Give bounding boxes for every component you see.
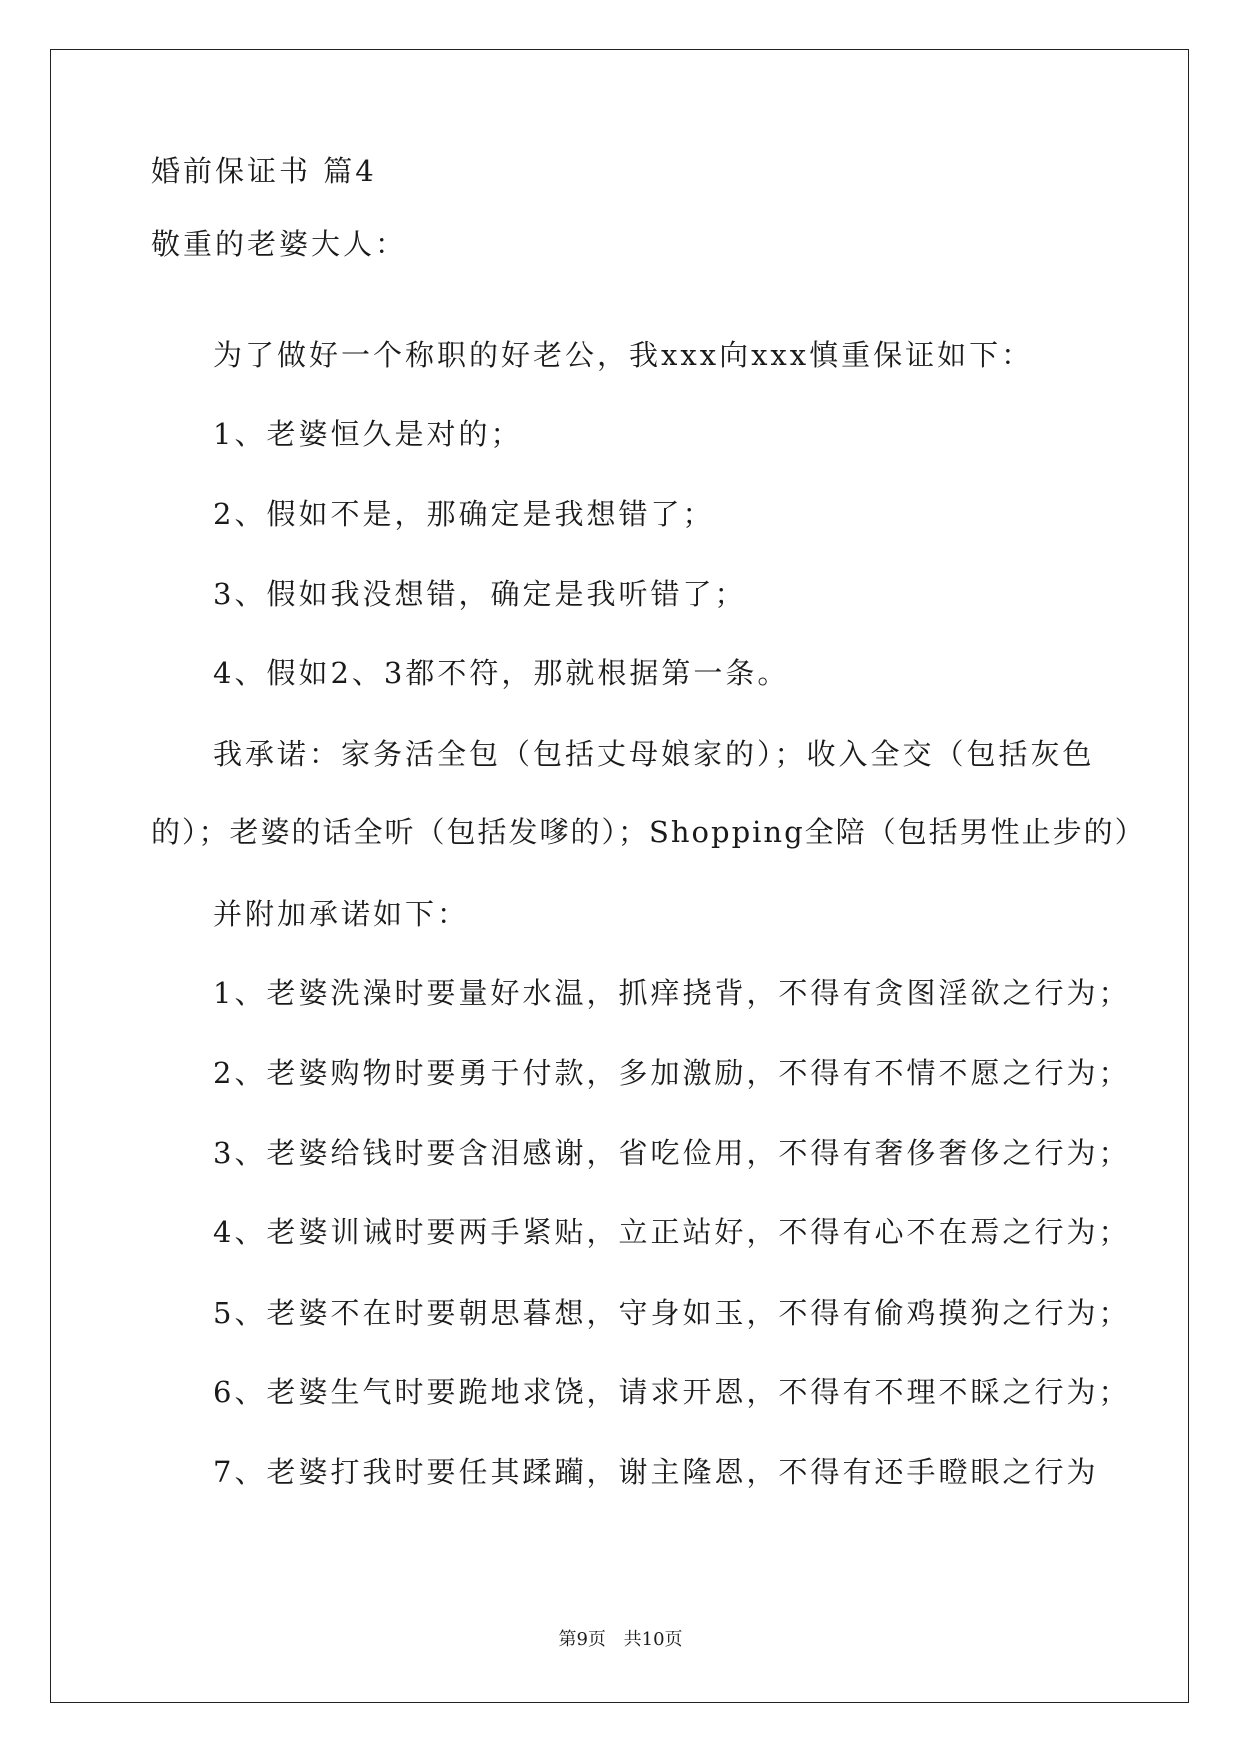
promise-paragraph-line1: 我承诺：家务活全包（包括丈母娘家的）；收入全交（包括灰色 — [213, 737, 1095, 771]
additional-item: 1、老婆洗澡时要量好水温，抓痒挠背，不得有贪图淫欲之行为； — [213, 976, 1131, 1010]
rule-item: 2、假如不是，那确定是我想错了； — [213, 497, 715, 531]
document-heading: 婚前保证书 篇4 — [151, 154, 377, 188]
salutation: 敬重的老婆大人： — [151, 227, 408, 261]
page-total: 共10页 — [623, 1629, 683, 1650]
page-footer — [0, 1628, 1241, 1652]
additional-item: 6、老婆生气时要跪地求饶，请求开恩，不得有不理不睬之行为； — [213, 1375, 1131, 1409]
rule-item: 4、假如2、3都不符，那就根据第一条。 — [213, 656, 790, 690]
additional-item: 2、老婆购物时要勇于付款，多加激励，不得有不情不愿之行为； — [213, 1056, 1131, 1090]
additional-item: 5、老婆不在时要朝思暮想，守身如玉，不得有偷鸡摸狗之行为； — [213, 1296, 1131, 1330]
additional-item: 7、老婆打我时要任其蹂躏，谢主隆恩，不得有还手瞪眼之行为 — [213, 1455, 1099, 1489]
promise-paragraph-line2: 的）；老婆的话全听（包括发嗲的）；Shopping全陪（包括男性止步的） — [151, 815, 1146, 849]
additional-intro: 并附加承诺如下： — [213, 897, 470, 931]
page-number: 第9页 — [558, 1629, 606, 1650]
intro-paragraph: 为了做好一个称职的好老公，我xxx向xxx慎重保证如下： — [213, 338, 1034, 372]
additional-item: 4、老婆训诫时要两手紧贴，立正站好，不得有心不在焉之行为； — [213, 1215, 1131, 1249]
additional-item: 3、老婆给钱时要含泪感谢，省吃俭用，不得有奢侈奢侈之行为； — [213, 1136, 1131, 1170]
rule-item: 3、假如我没想错，确定是我听错了； — [213, 577, 747, 611]
rule-item: 1、老婆恒久是对的； — [213, 417, 523, 451]
